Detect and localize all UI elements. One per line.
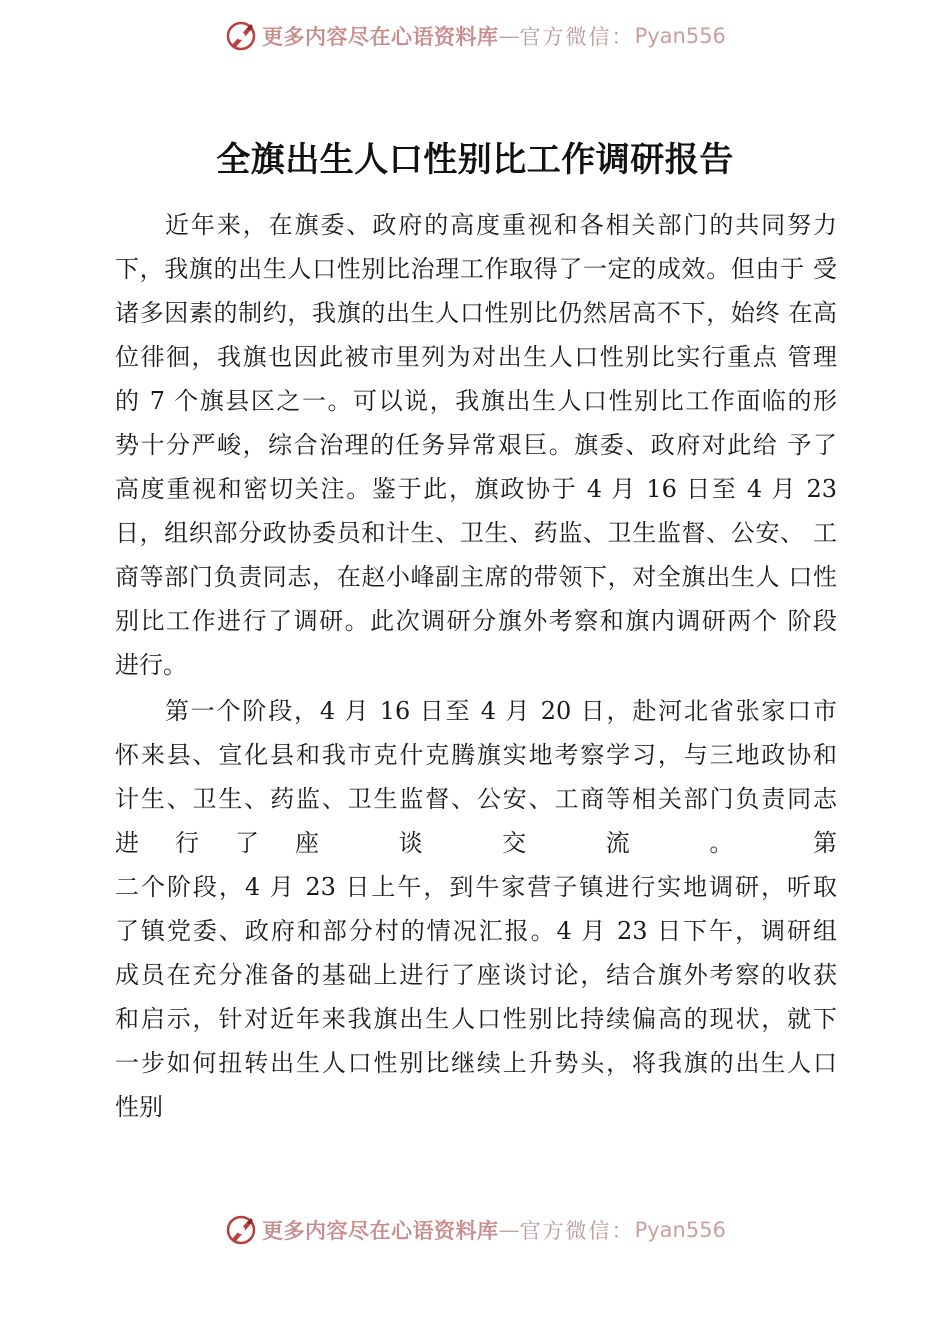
text-line: 势十分严峻，综合治理的任务异常艰巨。旗委、政府对此给 予了 [115, 431, 837, 459]
text-line: 诸多因素的制约，我旗的出生人口性别比仍然居高不下，始终 在高 [115, 299, 837, 327]
red-pen-circle-logo-icon [224, 19, 258, 53]
banner-separator: — [498, 1218, 520, 1242]
banner-text: 更多内容尽在心语资料库 [262, 1218, 499, 1243]
footer-banner [0, 1208, 950, 1252]
text-line: 怀来县、宣化县和我市克什克腾旗实地考察学习，与三地政协和 [115, 741, 837, 769]
banner-wechat-label: 官方微信： [519, 1219, 635, 1243]
text-line: 性别 [115, 1093, 163, 1121]
text-line: 二个阶段，4 月 23 日上午，到牛家营子镇进行实地调研，听取 [115, 873, 837, 901]
banner-wechat-id: Pyan556 [634, 1218, 726, 1242]
text-line: 高度重视和密切关注。鉴于此，旗政协于 4 月 16 日至 4 月 23 [115, 475, 837, 503]
text-line: 日，组织部分政协委员和计生、卫生、药监、卫生监督、公安、 工 [115, 519, 837, 547]
text-line: 别比工作进行了调研。此次调研分旗外考察和旗内调研两个 阶段 [115, 607, 837, 635]
text-line: 和启示，针对近年来我旗出生人口性别比持续偏高的现状，就下 [115, 1005, 837, 1033]
red-pen-circle-logo-icon [224, 1213, 258, 1247]
banner-wechat-label: 官方微信： [519, 25, 635, 49]
text-line: 第一个阶段，4 月 16 日至 4 月 20 日，赴河北省张家口市 [165, 697, 837, 725]
text-line: 位徘徊，我旗也因此被市里列为对出生人口性别比实行重点 管理 [115, 343, 837, 371]
text-line: 了镇党委、政府和部分村的情况汇报。4 月 23 日下午，调研组 [115, 917, 837, 945]
text-line: 成员在充分准备的基础上进行了座谈讨论，结合旗外考察的收获 [115, 961, 837, 989]
text-line: 下，我旗的出生人口性别比治理工作取得了一定的成效。但由于 受 [115, 255, 837, 283]
banner-text: 更多内容尽在心语资料库 [262, 24, 499, 49]
paragraph-1 [115, 203, 837, 687]
text-line: 商等部门负责同志，在赵小峰副主席的带领下，对全旗出生人 口性 [115, 563, 837, 591]
document-body [115, 203, 837, 1129]
paragraph-2 [115, 689, 837, 1129]
text-line: 进行。 [115, 651, 187, 679]
text-line: 进行了座 谈 交 流 。 第 [115, 829, 837, 857]
text-line: 的 7 个旗县区之一。可以说，我旗出生人口性别比工作面临的形 [115, 387, 837, 415]
text-line: 近年来，在旗委、政府的高度重视和各相关部门的共同努力 [165, 211, 837, 239]
document-title: 全旗出生人口性别比工作调研报告 [216, 140, 734, 180]
text-line: 计生、卫生、药监、卫生监督、公安、工商等相关部门负责同志 [115, 785, 837, 813]
banner-separator: — [498, 24, 520, 48]
banner-wechat-id: Pyan556 [634, 24, 726, 48]
header-banner [0, 14, 950, 58]
text-line: 一步如何扭转出生人口性别比继续上升势头，将我旗的出生人口 [115, 1049, 837, 1077]
